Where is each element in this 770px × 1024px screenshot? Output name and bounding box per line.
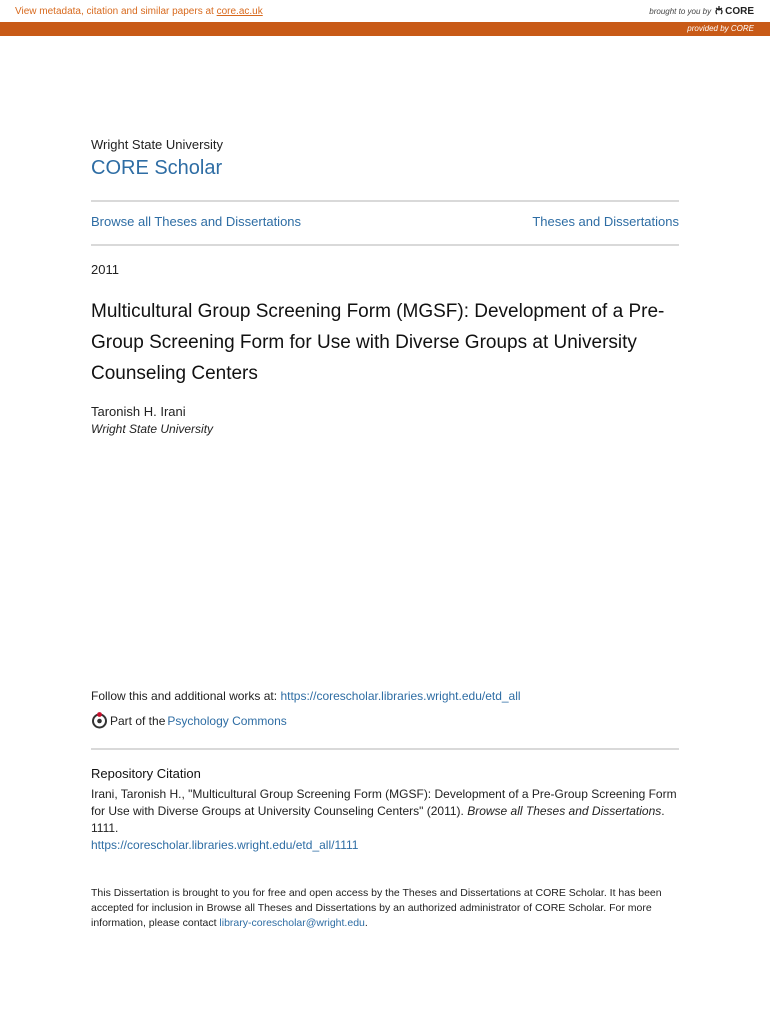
core-orange-bar xyxy=(0,22,770,36)
core-brought-by[interactable] xyxy=(649,5,754,17)
institution-name: Wright State University xyxy=(91,137,223,152)
access-notice xyxy=(91,886,679,931)
citation-series: Browse all Theses and Dissertations xyxy=(467,804,662,818)
theses-dissertations-link[interactable]: Theses and Dissertations xyxy=(532,214,679,229)
part-of-text: Part of the xyxy=(110,713,166,728)
citation-url-link[interactable]: https://corescholar.libraries.wright.edu/etd_all/1111 xyxy=(91,838,359,852)
follow-text: Follow this and additional works at: xyxy=(91,689,281,703)
provided-by-core[interactable]: provided by CORE xyxy=(687,24,754,33)
core-logo-icon xyxy=(714,5,724,17)
citation-heading: Repository Citation xyxy=(91,766,201,781)
repository-link[interactable]: CORE Scholar xyxy=(91,157,223,179)
core-metadata-text: View metadata, citation and similar papers at xyxy=(15,6,217,17)
core-logo-text: CORE xyxy=(725,5,754,17)
author-name: Taronish H. Irani xyxy=(91,404,186,419)
brought-to-you-text: brought to you by xyxy=(649,6,712,16)
breadcrumb xyxy=(91,214,679,229)
notice-end: . xyxy=(364,917,368,929)
psychology-commons-link[interactable]: Psychology Commons xyxy=(167,713,287,728)
divider xyxy=(91,244,679,246)
notice-text: This Dissertation is brought to you for free and open access by the Theses and Dissertations at CORE Scholar. It has been accepted for inclusion in Browse all Theses and Dissertations by an authorized administrator of CORE Scholar. For more information, please contact xyxy=(91,887,662,929)
digital-commons-network-icon xyxy=(91,712,108,729)
part-of-line xyxy=(91,712,679,729)
repository-citation xyxy=(91,786,679,854)
divider xyxy=(91,200,679,202)
document-title: Multicultural Group Screening Form (MGSF): Development of a Pre-Group Screening Form for Use with Diverse Groups at University Counseling Centers xyxy=(91,301,665,384)
core-banner xyxy=(0,0,770,22)
author-affiliation: Wright State University xyxy=(91,422,214,436)
citation-text: Irani, Taronish H., "Multicultural Group Screening Form (MGSF): Development of a Pre-Group Screening Form for Use with Diverse Groups at University Counseling Centers" (2011). xyxy=(91,787,677,818)
follow-line xyxy=(91,689,679,703)
core-logo[interactable] xyxy=(714,5,754,17)
publication-year: 2011 xyxy=(91,262,119,277)
follow-url-link[interactable]: https://corescholar.libraries.wright.edu/etd_all xyxy=(280,689,521,703)
contact-email-link[interactable]: library-corescholar@wright.edu xyxy=(219,917,365,929)
browse-all-link[interactable]: Browse all Theses and Dissertations xyxy=(91,214,302,229)
core-metadata-line xyxy=(15,6,263,17)
core-ac-uk-link[interactable]: core.ac.uk xyxy=(216,6,263,17)
citation-number: . 1111. xyxy=(91,804,665,835)
divider xyxy=(91,748,679,750)
